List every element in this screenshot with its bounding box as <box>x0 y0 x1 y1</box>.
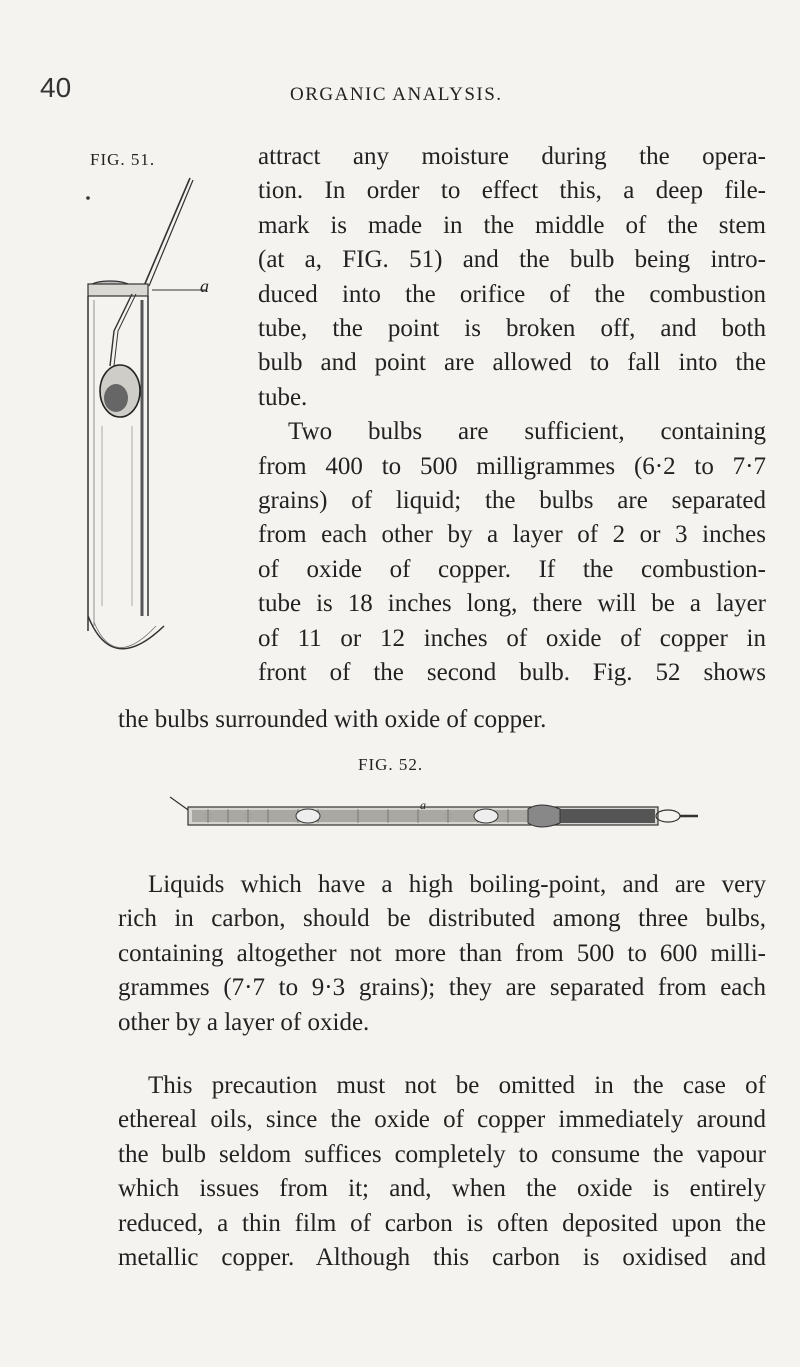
paragraph-1 <box>258 140 766 691</box>
text-line: grammes (7·7 to 9·3 grains); they are separated from each <box>118 974 766 1002</box>
paragraph-3 <box>118 1069 766 1275</box>
figure-51-illustration <box>72 176 212 696</box>
text-line: This precaution must not be omitted in the case of <box>148 1072 766 1099</box>
text-line: of 11 or 12 inches of oxide of copper in <box>258 624 766 652</box>
text-line: ethereal oils, since the oxide of copper immediately around <box>118 1106 766 1134</box>
text-line: grains) of liquid; the bulbs are separated <box>258 487 766 515</box>
text-line: tube. <box>258 383 308 411</box>
text-line: which issues from it; and, when the oxide is entirely <box>118 1175 766 1203</box>
text-line: other by a layer of oxide. <box>118 1008 370 1036</box>
text-line: Liquids which have a high boiling-point, and are very <box>148 871 766 898</box>
figure-51-caption: FIG. 51. <box>90 150 156 169</box>
text-line: mark is made in the middle of the stem <box>258 211 766 239</box>
text-line: of oxide of copper. If the combustion- <box>258 555 766 583</box>
figure-52-illustration <box>168 795 703 831</box>
text-line: from 400 to 500 milligrammes (6·2 to 7·7 <box>258 452 766 480</box>
text-line: bulb and point are allowed to fall into the <box>258 349 766 377</box>
text-line: containing altogether not more than from 500 to 600 milli- <box>118 939 766 967</box>
text-line: metallic copper. Although this carbon is oxidised and <box>118 1244 766 1272</box>
figure-52-caption: FIG. 52. <box>358 755 424 774</box>
paragraph-1-end <box>118 703 766 737</box>
text-line: the bulbs surrounded with oxide of copper. <box>118 706 547 733</box>
figure-52-marker-a: a <box>420 798 427 812</box>
text-line: front of the second bulb. Fig. 52 shows <box>258 659 766 687</box>
text-line: (at a, FIG. 51) and the bulb being intro- <box>258 246 766 274</box>
text-line: tube, the point is broken off, and both <box>258 315 766 343</box>
text-line: the bulb seldom suffices completely to consume the vapour <box>118 1140 766 1168</box>
paragraph-2 <box>118 868 766 1040</box>
text-line: from each other by a layer of 2 or 3 inches <box>258 521 766 549</box>
text-line: reduced, a thin film of carbon is often deposited upon the <box>118 1209 766 1237</box>
text-line: tion. In order to effect this, a deep file- <box>258 177 766 205</box>
text-line: rich in carbon, should be distributed among three bulbs, <box>118 905 766 933</box>
text-line: attract any moisture during the opera- <box>258 143 766 170</box>
text-line: duced into the orifice of the combustion <box>258 280 766 308</box>
text-line: tube is 18 inches long, there will be a layer <box>258 590 766 618</box>
figure-51-marker-a: a <box>200 276 210 296</box>
page-number: 40 <box>40 72 72 103</box>
text-line: Two bulbs are sufficient, containing <box>288 418 766 446</box>
running-head: ORGANIC ANALYSIS. <box>290 84 503 105</box>
